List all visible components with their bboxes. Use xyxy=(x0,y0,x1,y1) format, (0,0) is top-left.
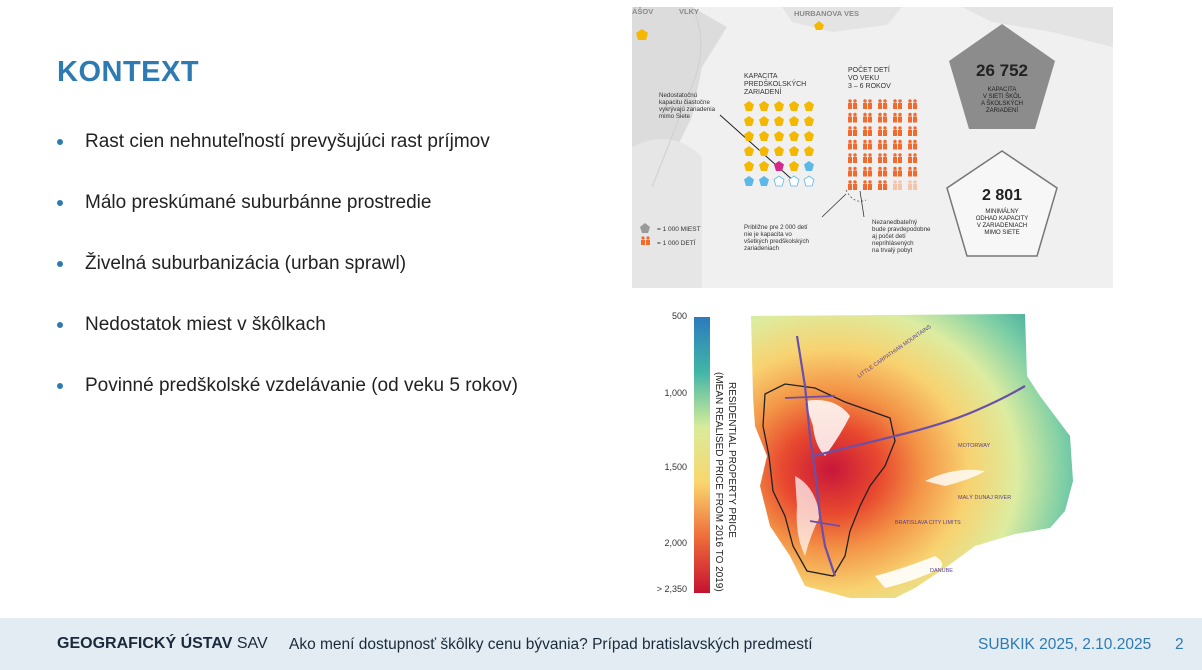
institute-suffix: SAV xyxy=(236,635,268,652)
child-icon xyxy=(863,140,872,150)
institute-name-bold: GEOGRAFICKÝ ÚSTAV xyxy=(57,635,233,652)
legend-children: = 1 000 DETÍ xyxy=(657,240,696,247)
place-icon-grid xyxy=(744,101,814,186)
stat-capacity-value: 26 752 xyxy=(976,61,1028,80)
scale-tick: 1,500 xyxy=(664,462,687,472)
map-label: MOTORWAY xyxy=(958,443,991,449)
child-icon xyxy=(878,126,887,136)
bullet-text: Povinné predškolské vzdelávanie (od veku 5 rokov) xyxy=(85,375,519,396)
pentagon-place-icon xyxy=(774,101,784,111)
child-icon xyxy=(863,126,872,136)
child-icon xyxy=(878,113,887,123)
conference-date: SUBKIK 2025, 2.10.2025 xyxy=(978,636,1152,653)
child-icon xyxy=(848,140,857,150)
note-2000 xyxy=(744,224,810,252)
pentagon-place-icon xyxy=(804,116,814,126)
stat-label-line: V SIETI ŠKÔL xyxy=(982,94,1022,100)
pentagon-place-icon xyxy=(804,131,814,141)
bullet-text: Živelná suburbanizácia (urban sprawl) xyxy=(85,253,407,274)
scale-title xyxy=(713,372,737,592)
bullet-dot-icon xyxy=(57,200,63,206)
note-line: vykrývajú zariadenia xyxy=(659,106,716,113)
note-line: Nedostatočnú xyxy=(659,92,698,99)
note-unregistered xyxy=(872,219,931,254)
stat-minimal-value: 2 801 xyxy=(981,187,1023,204)
note-line: Približne pre 2 000 detí xyxy=(744,224,808,231)
pentagon-place-icon xyxy=(744,131,754,141)
scale-title-line: RESIDENTIAL PROPERTY PRICE xyxy=(726,382,737,538)
map-label: DANUBE xyxy=(930,568,953,574)
note-line: bude pravdepodobne xyxy=(872,226,931,233)
child-icon-grid xyxy=(848,99,917,190)
scale-tick: 500 xyxy=(671,311,687,321)
heading-line: VO VEKU xyxy=(848,75,880,82)
pentagon-place-icon xyxy=(759,116,769,126)
pentagon-place-icon xyxy=(804,101,814,111)
pentagon-place-icon xyxy=(759,131,769,141)
callout-line xyxy=(822,194,846,217)
note-line: nie je kapacita vo xyxy=(744,231,792,238)
place-label: ÁŠOV xyxy=(632,7,654,16)
stat-label-line: V ZARIADENIACH xyxy=(976,223,1028,229)
child-icon xyxy=(848,180,857,190)
pentagon-place-icon xyxy=(744,146,754,156)
stat-label-line: MINIMÁLNY xyxy=(985,209,1019,215)
capacity-infographic xyxy=(632,7,1113,288)
bullet-item xyxy=(57,370,518,431)
bullet-item xyxy=(57,248,518,309)
map-label: LITTLE CARPATHIAN MOUNTAINS xyxy=(856,324,933,380)
scale-tick: > 2,350 xyxy=(656,584,687,594)
pentagon-place-icon xyxy=(759,146,769,156)
bullet-list xyxy=(57,126,518,431)
bullet-dot-icon xyxy=(57,139,63,145)
child-icon xyxy=(863,153,872,163)
legend-places: = 1 000 MIEST xyxy=(657,226,701,233)
children-heading xyxy=(848,65,891,90)
scale-tick: 1,000 xyxy=(664,388,687,398)
pentagon-place-icon xyxy=(804,176,814,186)
pentagon-place-icon xyxy=(744,116,754,126)
child-icon xyxy=(893,113,902,123)
place-label: HURBANOVA VES xyxy=(794,9,860,18)
bullet-item xyxy=(57,126,518,187)
child-icon xyxy=(848,99,857,109)
callout-line xyxy=(860,191,864,217)
child-icon xyxy=(848,153,857,163)
scale-title-line: (MEAN REALISED PRICE FROM 2016 TO 2019) xyxy=(713,372,724,592)
child-icon xyxy=(848,167,857,177)
scale-tick: 2,000 xyxy=(664,538,687,548)
dashed-bracket xyxy=(846,190,866,201)
pentagon-place-icon xyxy=(774,131,784,141)
child-icon xyxy=(908,99,917,109)
child-icon xyxy=(893,99,902,109)
pentagon-place-icon xyxy=(774,116,784,126)
heading-line: POČET DETÍ xyxy=(848,67,890,74)
child-icon xyxy=(908,180,917,190)
note-insufficient xyxy=(659,92,716,120)
bullet-dot-icon xyxy=(57,261,63,267)
child-icon xyxy=(878,140,887,150)
child-icon xyxy=(863,113,872,123)
pentagon-place-icon xyxy=(789,101,799,111)
map-label: BRATISLAVA CITY LIMITS xyxy=(895,520,961,526)
bullet-dot-icon xyxy=(57,322,63,328)
stat-label-line: ODHAD KAPACITY xyxy=(975,216,1029,222)
bullet-item xyxy=(57,187,518,248)
child-icon xyxy=(863,99,872,109)
stat-label-line: KAPACITA xyxy=(987,87,1017,93)
heading-line: 3 – 6 ROKOV xyxy=(848,83,891,90)
pentagon-place-icon xyxy=(744,101,754,111)
price-map-canvas xyxy=(645,306,1105,598)
child-icon xyxy=(908,167,917,177)
note-line: na trvalý pobyt xyxy=(872,247,913,254)
child-icon xyxy=(893,180,902,190)
pentagon-place-icon xyxy=(744,176,754,186)
note-line: všetkých predškolských xyxy=(744,238,809,245)
infographic-canvas xyxy=(632,7,1113,288)
note-line: aj počet detí xyxy=(872,233,906,240)
slide-title: KONTEXT xyxy=(57,56,200,88)
pentagon-place-icon xyxy=(774,146,784,156)
bullet-dot-icon xyxy=(57,383,63,389)
child-icon xyxy=(878,167,887,177)
bullet-item xyxy=(57,309,518,370)
bullet-text: Rast cien nehnuteľností prevyšujúci rast príjmov xyxy=(85,131,490,152)
institute-name xyxy=(57,635,268,653)
capacity-heading xyxy=(744,73,806,96)
heading-line: PREDŠKOLSKÝCH xyxy=(744,81,807,88)
child-icon xyxy=(893,153,902,163)
pentagon-place-icon xyxy=(774,176,784,186)
child-icon xyxy=(908,140,917,150)
child-icon xyxy=(878,99,887,109)
map-label: MALÝ DUNAJ RIVER xyxy=(958,495,1012,501)
child-icon xyxy=(863,180,872,190)
callout-line xyxy=(720,115,796,183)
heading-line: KAPACITA xyxy=(744,73,778,80)
child-icon xyxy=(878,180,887,190)
child-icon xyxy=(878,153,887,163)
footer-bar xyxy=(0,618,1202,670)
place-label: VLKY xyxy=(679,7,700,16)
pentagon-place-icon xyxy=(759,176,769,186)
child-icon xyxy=(908,113,917,123)
child-icon xyxy=(893,167,902,177)
heading-line: ZARIADENÍ xyxy=(744,89,782,96)
bullet-text: Nedostatok miest v škôlkach xyxy=(85,314,326,335)
child-icon xyxy=(848,126,857,136)
pentagon-place-icon xyxy=(774,161,784,171)
map-area xyxy=(632,139,702,288)
stat-label-line: MIMO SIETE xyxy=(984,230,1020,236)
note-line: Nezanedbateľný xyxy=(872,219,918,226)
note-line: neprihlásených xyxy=(872,240,914,247)
pentagon-place-icon xyxy=(759,101,769,111)
child-icon xyxy=(863,167,872,177)
pentagon-place-icon xyxy=(789,131,799,141)
price-color-scale xyxy=(694,317,710,593)
pentagon-place-icon xyxy=(744,161,754,171)
pentagon-place-icon xyxy=(804,161,814,171)
bullet-text: Málo preskúmané suburbánne prostredie xyxy=(85,192,432,213)
stat-label-line: ZARIADENÍ xyxy=(985,108,1019,114)
pentagon-place-icon xyxy=(789,146,799,156)
note-line: kapacitu čiastočne xyxy=(659,99,710,106)
child-icon xyxy=(848,113,857,123)
pentagon-place-icon xyxy=(759,161,769,171)
child-icon xyxy=(908,126,917,136)
pentagon-place-icon xyxy=(789,116,799,126)
note-line: mimo Siete xyxy=(659,113,690,120)
pentagon-place-icon xyxy=(804,146,814,156)
pentagon-place-icon xyxy=(789,161,799,171)
talk-title: Ako mení dostupnosť škôlky cenu bývania? Prípad bratislavských predmestí xyxy=(289,636,813,653)
child-icon xyxy=(893,140,902,150)
note-line: zariadeniach xyxy=(744,245,780,252)
child-icon xyxy=(908,153,917,163)
page-number: 2 xyxy=(1175,636,1184,653)
property-price-map xyxy=(645,306,1105,598)
stat-label-line: A ŠKOLSKÝCH xyxy=(980,101,1024,107)
child-icon xyxy=(893,126,902,136)
